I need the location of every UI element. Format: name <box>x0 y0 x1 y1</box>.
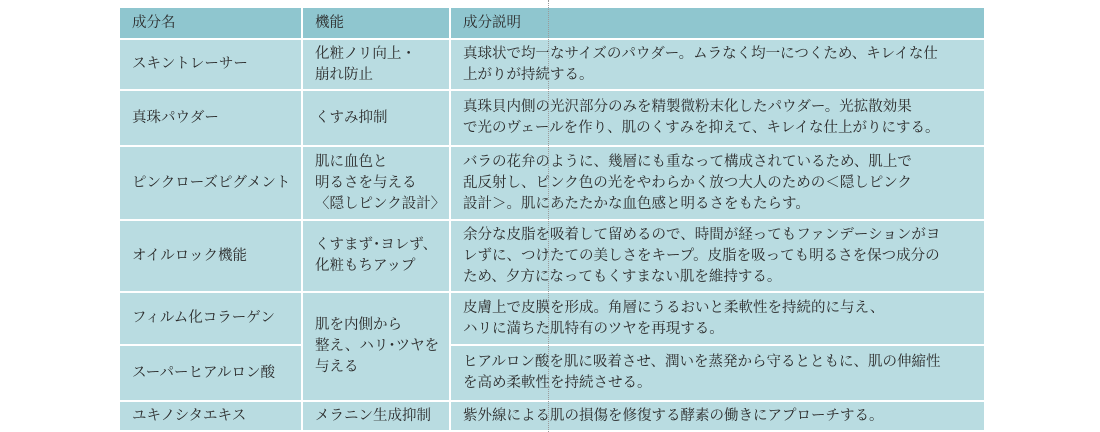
ingredient-name: ユキノシタエキス <box>119 401 302 431</box>
ingredient-name: スーパーヒアルロン酸 <box>119 345 302 401</box>
ingredient-name: スキントレーサー <box>119 39 302 90</box>
table-row <box>119 220 985 292</box>
table-row <box>119 146 985 220</box>
table-row <box>119 90 985 146</box>
ingredient-description: 余分な皮脂を吸着して留めるので、時間が経ってもファンデーションがヨ レずに、つけたての美しさをキープ。皮脂を吸っても明るさを保つ成分の ため、夕方になってもくすまない肌を維持する。 <box>450 220 985 292</box>
ingredient-name: 真珠パウダー <box>119 90 302 146</box>
dotted-guide-line <box>548 0 549 432</box>
ingredient-name: ピンクローズピグメント <box>119 146 302 220</box>
ingredient-name: フィルム化コラーゲン <box>119 292 302 345</box>
ingredient-function: メラニン生成抑制 <box>302 401 450 431</box>
ingredient-function: 肌を内側から 整え、ハリ･ツヤを 与える <box>302 292 450 401</box>
table-header-row <box>119 7 985 39</box>
table-row <box>119 39 985 90</box>
header-description: 成分説明 <box>450 7 985 39</box>
ingredient-description: 真珠貝内側の光沢部分のみを精製微粉末化したパウダー。光拡散効果 で光のヴェールを作り、肌のくすみを抑えて、キレイな仕上がりにする。 <box>450 90 985 146</box>
ingredient-description: 紫外線による肌の損傷を修復する酵素の働きにアプローチする。 <box>450 401 985 431</box>
ingredient-description: バラの花弁のように、幾層にも重なって構成されているため、肌上で 乱反射し、ピンク色の光をやわらかく放つ大人のための＜隠しピンク 設計＞。肌にあたたかな血色感と明るさをもたらす。 <box>450 146 985 220</box>
ingredient-function: 肌に血色と 明るさを与える 〈隠しピンク設計〉 <box>302 146 450 220</box>
header-function: 機能 <box>302 7 450 39</box>
table-row <box>119 401 985 431</box>
ingredient-description: 真球状で均一なサイズのパウダー。ムラなく均一につくため、キレイな仕 上がりが持続する。 <box>450 39 985 90</box>
ingredient-description: 皮膚上で皮膜を形成。角層にうるおいと柔軟性を持続的に与え、 ハリに満ちた肌特有のツヤを再現する。 <box>450 292 985 345</box>
table-row <box>119 292 985 345</box>
ingredient-function: くすまず･ヨレず、 化粧もちアップ <box>302 220 450 292</box>
ingredient-function: 化粧ノリ向上・ 崩れ防止 <box>302 39 450 90</box>
ingredient-description: ヒアルロン酸を肌に吸着させ、潤いを蒸発から守るとともに、肌の伸縮性 を高め柔軟性を持続させる。 <box>450 345 985 401</box>
header-ingredient-name: 成分名 <box>119 7 302 39</box>
ingredients-table-wrapper <box>118 6 984 430</box>
table-row <box>119 345 985 401</box>
ingredients-table <box>118 6 986 432</box>
ingredient-function: くすみ抑制 <box>302 90 450 146</box>
ingredient-name: オイルロック機能 <box>119 220 302 292</box>
